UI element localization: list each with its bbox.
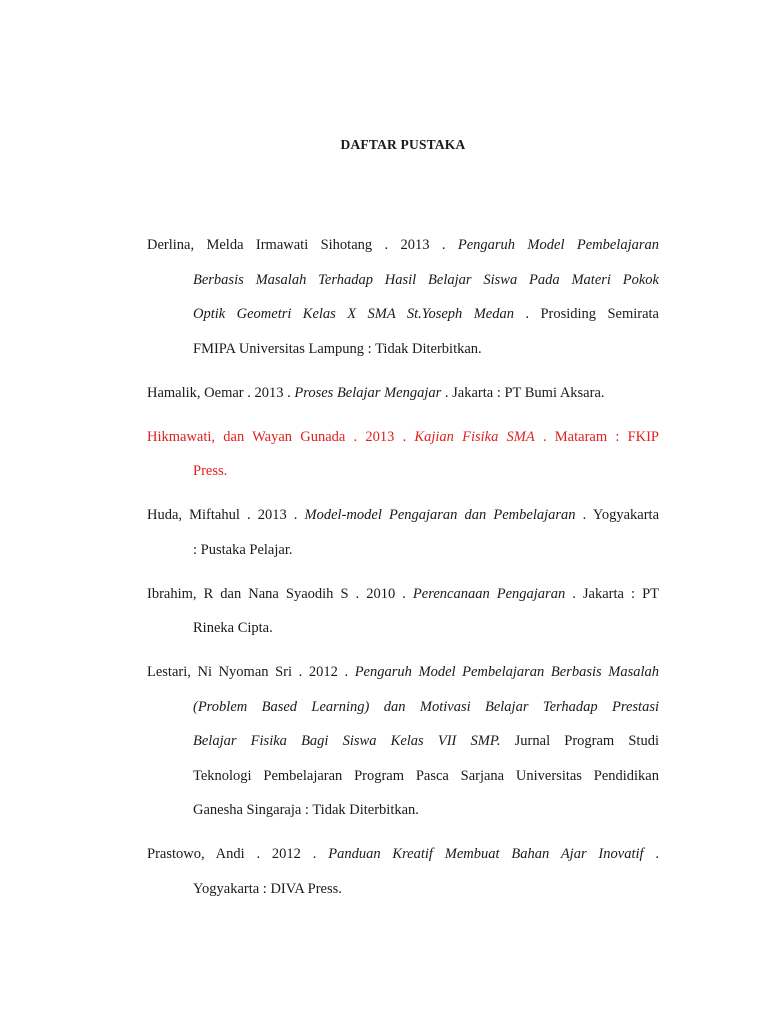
reference-entry xyxy=(147,498,659,567)
reference-line xyxy=(147,793,659,828)
reference-line xyxy=(147,872,659,907)
reference-text: : Pustaka Pelajar. xyxy=(193,541,293,558)
reference-entry xyxy=(147,228,659,366)
reference-list xyxy=(147,228,659,916)
reference-title-text: Berbasis Masalah Terhadap Hasil Belajar Siswa Pada Materi Pokok xyxy=(193,271,659,288)
reference-line xyxy=(147,454,659,489)
reference-text: Ganesha Singaraja : Tidak Diterbitkan. xyxy=(193,802,419,818)
reference-line xyxy=(147,837,659,872)
reference-line xyxy=(147,577,659,612)
reference-text: . Mataram : FKIP xyxy=(534,428,659,445)
reference-line xyxy=(147,533,659,568)
reference-title-text: Model-model Pengajaran dan Pembelajaran xyxy=(304,507,576,523)
reference-line xyxy=(147,263,659,298)
reference-text: . Yogyakarta xyxy=(575,507,660,523)
reference-text: Jurnal Program Studi xyxy=(500,733,659,749)
reference-title-text: Panduan Kreatif Membuat Bahan Ajar Inovatif xyxy=(328,846,644,862)
reference-title-text: Pengaruh Model Pembelajaran xyxy=(457,237,659,253)
reference-text: Derlina, Melda Irmawati Sihotang . 2013 . xyxy=(147,237,458,253)
page-title: DAFTAR PUSTAKA xyxy=(340,137,466,152)
reference-line xyxy=(147,759,659,794)
reference-text: Hikmawati, dan Wayan Gunada . 2013 . xyxy=(147,428,415,445)
reference-line xyxy=(147,611,659,646)
reference-entry xyxy=(147,577,659,646)
reference-text: . xyxy=(643,846,659,862)
reference-text: Teknologi Pembelajaran Program Pasca Sarjana Universitas Pendidikan xyxy=(193,767,659,784)
reference-line xyxy=(147,724,659,759)
reference-title-text: Kajian Fisika SMA xyxy=(414,428,535,445)
reference-text: FMIPA Universitas Lampung : Tidak Diterbitkan. xyxy=(193,340,482,357)
reference-entry xyxy=(147,655,659,828)
reference-line xyxy=(147,228,659,263)
reference-title-text: Pengaruh Model Pembelajaran Berbasis Masalah xyxy=(354,664,659,680)
reference-line xyxy=(147,332,659,367)
reference-text: . Jakarta : PT Bumi Aksara. xyxy=(441,384,605,401)
reference-title-text: Proses Belajar Mengajar xyxy=(294,384,442,401)
reference-entry xyxy=(147,837,659,906)
reference-text: Ibrahim, R dan Nana Syaodih S . 2010 . xyxy=(147,585,413,602)
reference-title-text: (Problem Based Learning) dan Motivasi Belajar Terhadap Prestasi xyxy=(193,698,659,715)
reference-line xyxy=(147,376,659,411)
reference-line xyxy=(147,297,659,332)
reference-line xyxy=(147,498,659,533)
reference-title-text: Perencanaan Pengajaran xyxy=(412,585,566,602)
reference-text: Lestari, Ni Nyoman Sri . 2012 . xyxy=(147,664,355,680)
reference-text: Prastowo, Andi . 2012 . xyxy=(147,846,329,862)
reference-line xyxy=(147,690,659,725)
reference-text: Rineka Cipta. xyxy=(193,620,273,636)
reference-line xyxy=(147,655,659,690)
reference-text: Yogyakarta : DIVA Press. xyxy=(193,880,342,897)
reference-text: . Prosiding Semirata xyxy=(514,306,659,322)
reference-text: . Jakarta : PT xyxy=(565,585,659,602)
reference-title-text: Optik Geometri Kelas X SMA St.Yoseph Medan xyxy=(193,306,514,322)
reference-text: Press. xyxy=(193,463,228,479)
reference-line xyxy=(147,420,659,455)
reference-text: Hamalik, Oemar . 2013 . xyxy=(147,384,295,401)
reference-text: Huda, Miftahul . 2013 . xyxy=(147,507,305,523)
reference-title-text: Belajar Fisika Bagi Siswa Kelas VII SMP. xyxy=(193,733,501,749)
reference-entry xyxy=(147,376,659,411)
reference-entry xyxy=(147,420,659,489)
